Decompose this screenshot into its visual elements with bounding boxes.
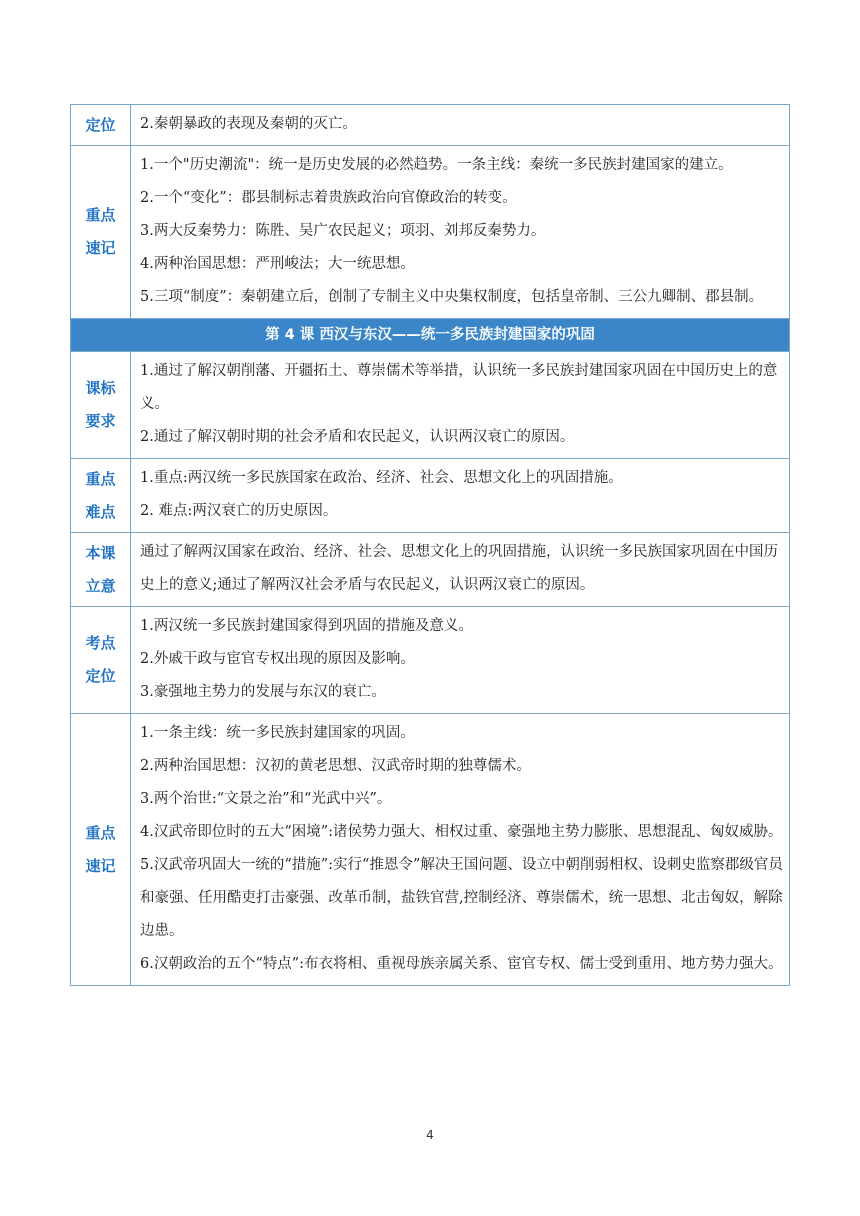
row-label [71, 714, 131, 986]
content-line: 1.通过了解汉朝削藩、开疆拓土、尊崇儒术等举措，认识统一多民族封建国家巩固在中国历史上的意义。 [140, 363, 778, 412]
row-label [71, 352, 131, 459]
row-content [131, 146, 790, 319]
content-line: 6.汉朝政治的五个“特点”:布衣将相、重视母族亲属关系、宦官专权、儒士受到重用、地方势力强大。 [140, 956, 783, 972]
row-label-line: 定位 [85, 667, 116, 685]
table-row [71, 105, 790, 146]
content-line: 5.汉武帝巩固大一统的“措施”:实行“推恩令”解决王国问题、设立中朝削弱相权、设刺史监察郡级官员和豪强、任用酷吏打击豪强、改革币制，盐铁官营,控制经济、尊崇儒术，统一思想、北击匈奴，解除边患。 [140, 857, 783, 939]
row-label-line: 定位 [85, 115, 116, 134]
content-line: 2.通过了解汉朝时期的社会矛盾和农民起义，认识两汉衰亡的原因。 [140, 429, 575, 445]
table-row [71, 607, 790, 714]
content-line: 2.秦朝暴政的表现及秦朝的灭亡。 [140, 116, 357, 132]
table-section-lesson-header [71, 319, 790, 352]
lesson-title-row [71, 319, 790, 352]
table-row [71, 714, 790, 986]
content-line: 2. 难点:两汉衰亡的历史原因。 [140, 503, 338, 519]
row-content [131, 105, 790, 146]
row-label [71, 607, 131, 714]
content-line: 3.两大反秦势力：陈胜、吴广农民起义；项羽、刘邦反秦势力。 [140, 223, 546, 239]
content-line: 4.两种治国思想：严刑峻法；大一统思想。 [140, 256, 415, 272]
table-row [71, 459, 790, 533]
row-label [71, 459, 131, 533]
row-label-line: 要求 [85, 412, 116, 430]
row-label-line: 重点 [85, 469, 116, 488]
row-label [71, 533, 131, 607]
page-number: 4 [426, 1128, 434, 1142]
row-label-line: 立意 [85, 576, 116, 595]
table-row [71, 146, 790, 319]
content-line: 1.两汉统一多民族封建国家得到巩固的措施及意义。 [140, 618, 473, 634]
content-line: 1.一个"历史潮流"：统一是历史发展的必然趋势。一条主线：秦统一多民族封建国家的建立。 [140, 157, 733, 173]
table-row [71, 352, 790, 459]
row-content [131, 459, 790, 533]
content-line: 5.三项“制度”：秦朝建立后，创制了专制主义中央集权制度，包括皇帝制、三公九卿制、郡县制。 [140, 289, 764, 305]
content-line: 2.两种治国思想：汉初的黄老思想、汉武帝时期的独尊儒术。 [140, 758, 531, 774]
row-label-line: 课标 [85, 379, 116, 397]
row-content [131, 533, 790, 607]
lesson-title: 第 4 课 西汉与东汉——统一多民族封建国家的巩固 [71, 319, 790, 352]
content-line: 1.重点:两汉统一多民族国家在政治、经济、社会、思想文化上的巩固措施。 [140, 470, 623, 486]
row-label [71, 146, 131, 319]
row-label-line: 速记 [85, 856, 116, 875]
row-content [131, 352, 790, 459]
content-line: 3.豪强地主势力的发展与东汉的衰亡。 [140, 684, 386, 700]
row-label-line: 考点 [85, 634, 116, 652]
content-line: 通过了解两汉国家在政治、经济、社会、思想文化上的巩固措施，认识统一多民族国家巩固在中国历史上的意义;通过了解两汉社会矛盾与农民起义，认识两汉衰亡的原因。 [140, 544, 778, 593]
content-line: 3.两个治世:“文景之治”和“光武中兴”。 [140, 791, 392, 807]
row-content [131, 714, 790, 986]
table-row [71, 533, 790, 607]
row-label-line: 重点 [85, 206, 116, 224]
table-section-qin [71, 105, 790, 319]
row-label-line: 本课 [85, 543, 116, 562]
summary-table [70, 104, 790, 986]
content-line: 2.一个“变化”：郡县制标志着贵族政治向官僚政治的转变。 [140, 190, 517, 206]
row-label-line: 难点 [85, 502, 116, 521]
table-section-han [71, 352, 790, 986]
row-label-line: 重点 [85, 823, 116, 842]
row-label [71, 105, 131, 146]
content-line: 1.一条主线：统一多民族封建国家的巩固。 [140, 725, 415, 741]
row-label-line: 速记 [85, 239, 116, 257]
content-line: 2.外戚干政与宦官专权出现的原因及影响。 [140, 651, 415, 667]
content-line: 4.汉武帝即位时的五大“困境”:诸侯势力强大、相权过重、豪强地主势力膨胀、思想混乱、匈奴威胁。 [140, 824, 783, 840]
row-content [131, 607, 790, 714]
